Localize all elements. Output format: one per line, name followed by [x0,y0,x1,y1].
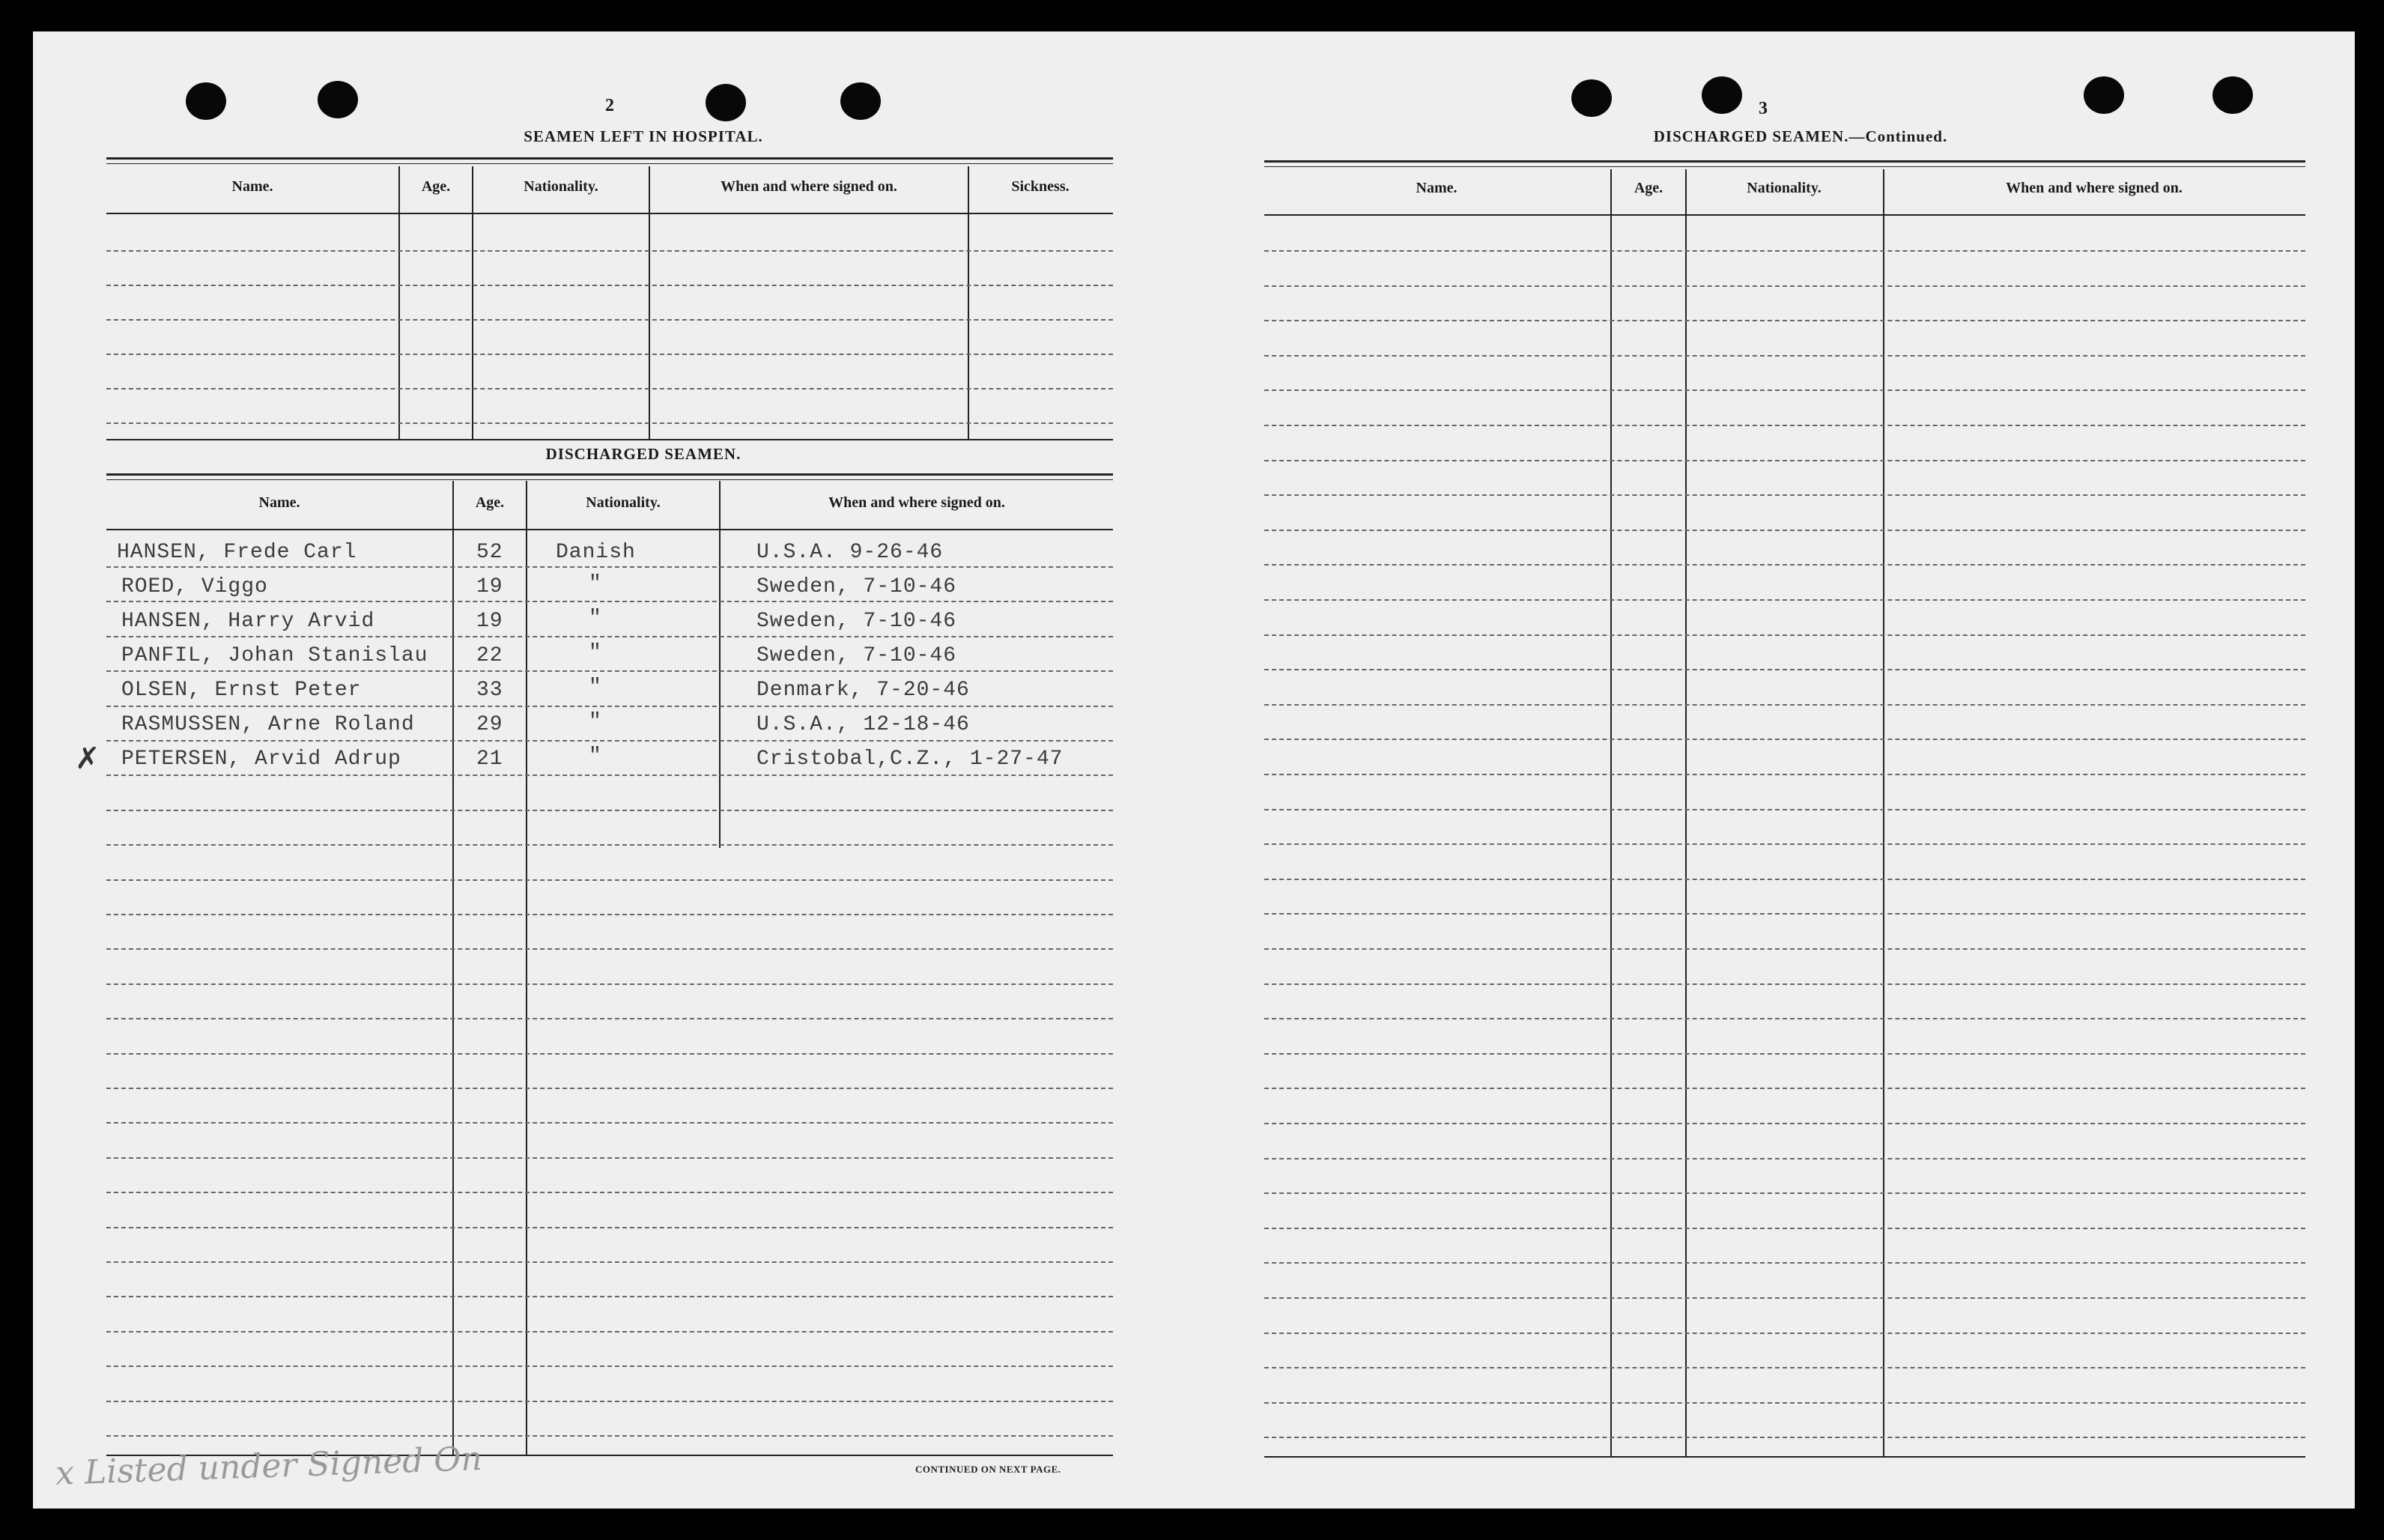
row-name: HANSEN, Harry Arvid [121,610,375,633]
row-line [1264,634,2305,636]
hospital-col-name: Name. [231,178,273,195]
hospital-row-line [106,319,1113,321]
row-line [1264,739,2305,740]
row-line [106,1053,1113,1055]
discharged-header-rule [106,529,1113,530]
discharged-vline [526,481,527,1455]
row-line [1264,1018,2305,1019]
row-line [1264,1123,2305,1124]
punch-hole [2084,76,2124,114]
row-line [106,879,1113,881]
hospital-bottom-rule [106,439,1113,440]
hospital-col-age: Age. [421,178,451,195]
discharged-title: DISCHARGED SEAMEN. [545,445,741,463]
row-name: PETERSEN, Arvid Adrup [121,748,401,771]
discharged-vline [452,481,454,1455]
row-line [1264,774,2305,775]
continued-note: CONTINUED ON NEXT PAGE. [915,1464,1061,1475]
row-line [1264,879,2305,880]
discharged-vline [719,481,721,848]
row-line [106,1122,1113,1124]
punch-hole [2212,76,2253,114]
hospital-vline [472,166,473,439]
row-line [1264,948,2305,950]
row-line [106,1192,1113,1193]
discharged-continued-title: DISCHARGED SEAMEN.—Continued. [1653,127,1948,145]
row-age: 19 [476,610,503,633]
punch-hole [1571,79,1612,117]
right-col-age: Age. [1634,180,1663,196]
hospital-title: SEAMEN LEFT IN HOSPITAL. [524,127,763,145]
row-line [106,774,1113,776]
hospital-col-nationality: Nationality. [524,178,598,195]
row-line [106,914,1113,915]
punch-hole [706,84,746,121]
row-nationality: " [589,607,602,630]
punch-hole [186,82,226,120]
hospital-col-signed-on: When and where signed on. [721,178,897,195]
row-nationality: " [589,641,602,664]
row-line [1264,564,2305,566]
row-line [1264,1402,2305,1404]
row-line [1264,809,2305,810]
row-line [1264,704,2305,706]
row-line [106,1331,1113,1333]
row-name: HANSEN, Frede Carl [117,541,357,564]
row-line [1264,425,2305,426]
hospital-row-line [106,250,1113,252]
hospital-header-rule [106,213,1113,214]
row-line [106,1227,1113,1228]
row-line [1264,494,2305,496]
row-nationality: Danish [556,541,636,564]
row-signed-on: Cristobal,C.Z., 1-27-47 [756,748,1064,771]
check-mark: ✗ [75,742,100,776]
right-header-rule [1264,214,2305,216]
hospital-row-line [106,388,1113,389]
row-line [1264,460,2305,461]
row-age: 21 [476,748,503,771]
row-line [106,1401,1113,1402]
hospital-vline [398,166,400,439]
row-line [106,706,1113,707]
row-line [1264,1297,2305,1299]
discharged-top-rule [106,473,1113,480]
row-name: RASMUSSEN, Arne Roland [121,713,415,736]
row-line [106,566,1113,568]
row-line [1264,1437,2305,1438]
row-name: OLSEN, Ernst Peter [121,679,362,702]
page-number-left: 2 [605,96,614,115]
row-line [1264,530,2305,531]
row-age: 22 [476,644,503,667]
row-line [106,948,1113,950]
row-line [106,1157,1113,1159]
row-line [106,810,1113,811]
row-signed-on: Sweden, 7-10-46 [756,644,957,667]
row-line [1264,843,2305,845]
row-line [1264,1333,2305,1334]
row-nationality: " [589,745,602,768]
row-line [1264,599,2305,601]
row-age: 33 [476,679,503,702]
right-bottom-rule [1264,1456,2305,1458]
hospital-row-line [106,422,1113,424]
row-line [1264,1088,2305,1089]
row-line [1264,250,2305,252]
row-signed-on: Sweden, 7-10-46 [756,610,957,633]
hospital-row-line [106,354,1113,355]
right-top-rule [1264,160,2305,167]
row-line [1264,1262,2305,1264]
row-line [1264,320,2305,321]
row-signed-on: Denmark, 7-20-46 [756,679,970,702]
hospital-vline [968,166,969,439]
row-line [106,740,1113,742]
right-col-signed-on: When and where signed on. [2006,180,2183,196]
hospital-vline [649,166,650,439]
row-line [1264,1158,2305,1159]
right-col-nationality: Nationality. [1747,180,1822,196]
right-col-name: Name. [1416,180,1458,196]
punch-hole [318,81,358,118]
row-name: PANFIL, Johan Stanislau [121,644,428,667]
row-nationality: " [589,572,602,595]
row-age: 52 [476,541,503,564]
row-line [106,601,1113,602]
row-line [106,1261,1113,1263]
row-line [106,670,1113,672]
row-age: 19 [476,575,503,598]
row-nationality: " [589,710,602,733]
row-line [106,1365,1113,1367]
punch-hole [840,82,881,120]
page-number-right: 3 [1759,99,1768,118]
row-line [106,1435,1113,1437]
row-line [1264,1228,2305,1229]
row-line [106,1018,1113,1019]
row-line [1264,1053,2305,1055]
row-line [1264,669,2305,670]
row-nationality: " [589,676,602,699]
discharged-col-name: Name. [258,494,300,511]
discharged-col-age: Age. [475,494,505,511]
row-line [1264,1367,2305,1368]
hospital-row-line [106,285,1113,286]
row-line [106,983,1113,985]
row-signed-on: U.S.A., 12-18-46 [756,713,970,736]
row-name: ROED, Viggo [121,575,268,598]
row-line [106,1296,1113,1297]
punch-hole [1702,76,1742,114]
discharged-col-nationality: Nationality. [586,494,661,511]
row-signed-on: Sweden, 7-10-46 [756,575,957,598]
row-line [106,1088,1113,1089]
row-line [1264,355,2305,357]
row-line [1264,389,2305,391]
hospital-col-sickness: Sickness. [1011,178,1070,195]
discharged-col-signed-on: When and where signed on. [828,494,1005,511]
row-line [1264,983,2305,985]
row-line [1264,285,2305,287]
row-line [106,844,1113,846]
handwritten-note: x Listed under Signed On [55,1440,483,1493]
row-line [1264,1192,2305,1194]
register-sheet [33,31,2355,1509]
row-line [1264,913,2305,915]
row-signed-on: U.S.A. 9-26-46 [756,541,944,564]
row-age: 29 [476,713,503,736]
row-line [106,636,1113,637]
hospital-top-rule [106,157,1113,164]
